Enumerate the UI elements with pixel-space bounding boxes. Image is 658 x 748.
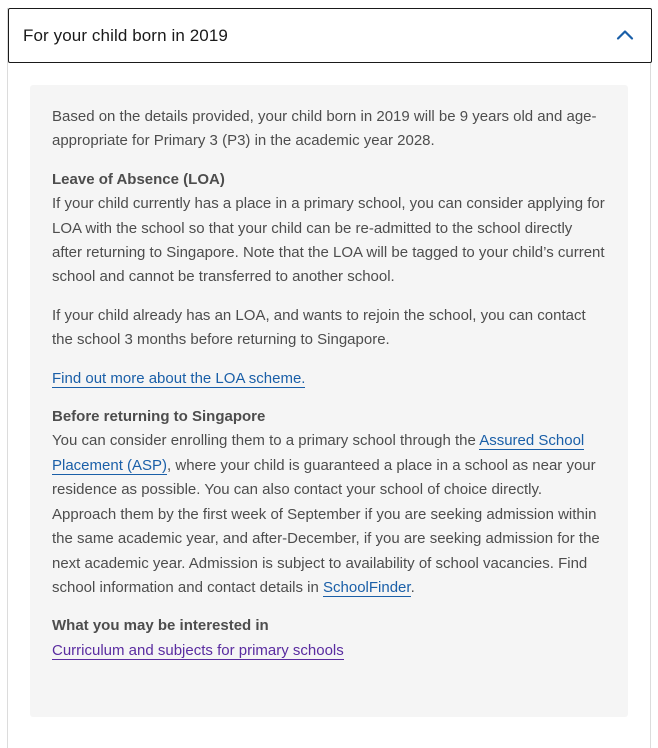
accordion-title: For your child born in 2019 — [23, 26, 228, 45]
loa-scheme-link[interactable]: Find out more about the LOA scheme. — [52, 369, 306, 387]
before-return-text-2: , where your child is guaranteed a place in a school as near your residence as possible. You can also contact your school of choice directly. Approach them by the first week of September if you are seeking admission within the same academic year, and after-December, if you are seeking admission for the next academic year. Admission is subject to availability of school vacancies. Find school information and contact details in — [52, 456, 600, 596]
curriculum-link[interactable]: Curriculum and subjects for primary schools — [52, 641, 344, 659]
loa-body: If your child currently has a place in a primary school, you can consider applying for LOA with the school so that your child can be re-admitted to the school directly after returning to Singapore. Note that the LOA will be tagged to your child’s current school and cannot be transferred to another school. — [52, 195, 605, 286]
accordion-header[interactable] — [8, 8, 652, 63]
before-return-section — [52, 405, 606, 600]
loa-link-paragraph — [52, 367, 606, 391]
asp-link[interactable]: Assured School Placement (ASP) — [52, 432, 585, 474]
intro-text: Based on the details provided, your child born in 2019 will be 9 years old and age-appropriate for Primary 3 (P3) in the academic year 2028. — [52, 108, 597, 150]
before-return-text-end: . — [410, 578, 415, 596]
accordion — [7, 8, 651, 748]
chevron-up-icon[interactable] — [615, 25, 635, 45]
before-return-text-1: You can consider enrolling them to a primary school through the — [52, 432, 480, 450]
loa-heading: Leave of Absence (LOA) — [52, 170, 225, 188]
before-return-heading: Before returning to Singapore — [52, 408, 266, 426]
loa-rejoin-text: If your child already has an LOA, and wants to rejoin the school, you can contact the school 3 months before returning to Singapore. — [52, 306, 586, 349]
interest-section — [52, 614, 606, 663]
schoolfinder-link[interactable]: SchoolFinder — [323, 578, 411, 596]
accordion-panel — [30, 85, 628, 717]
interest-heading: What you may be interested in — [52, 617, 269, 635]
loa-section — [52, 168, 606, 290]
